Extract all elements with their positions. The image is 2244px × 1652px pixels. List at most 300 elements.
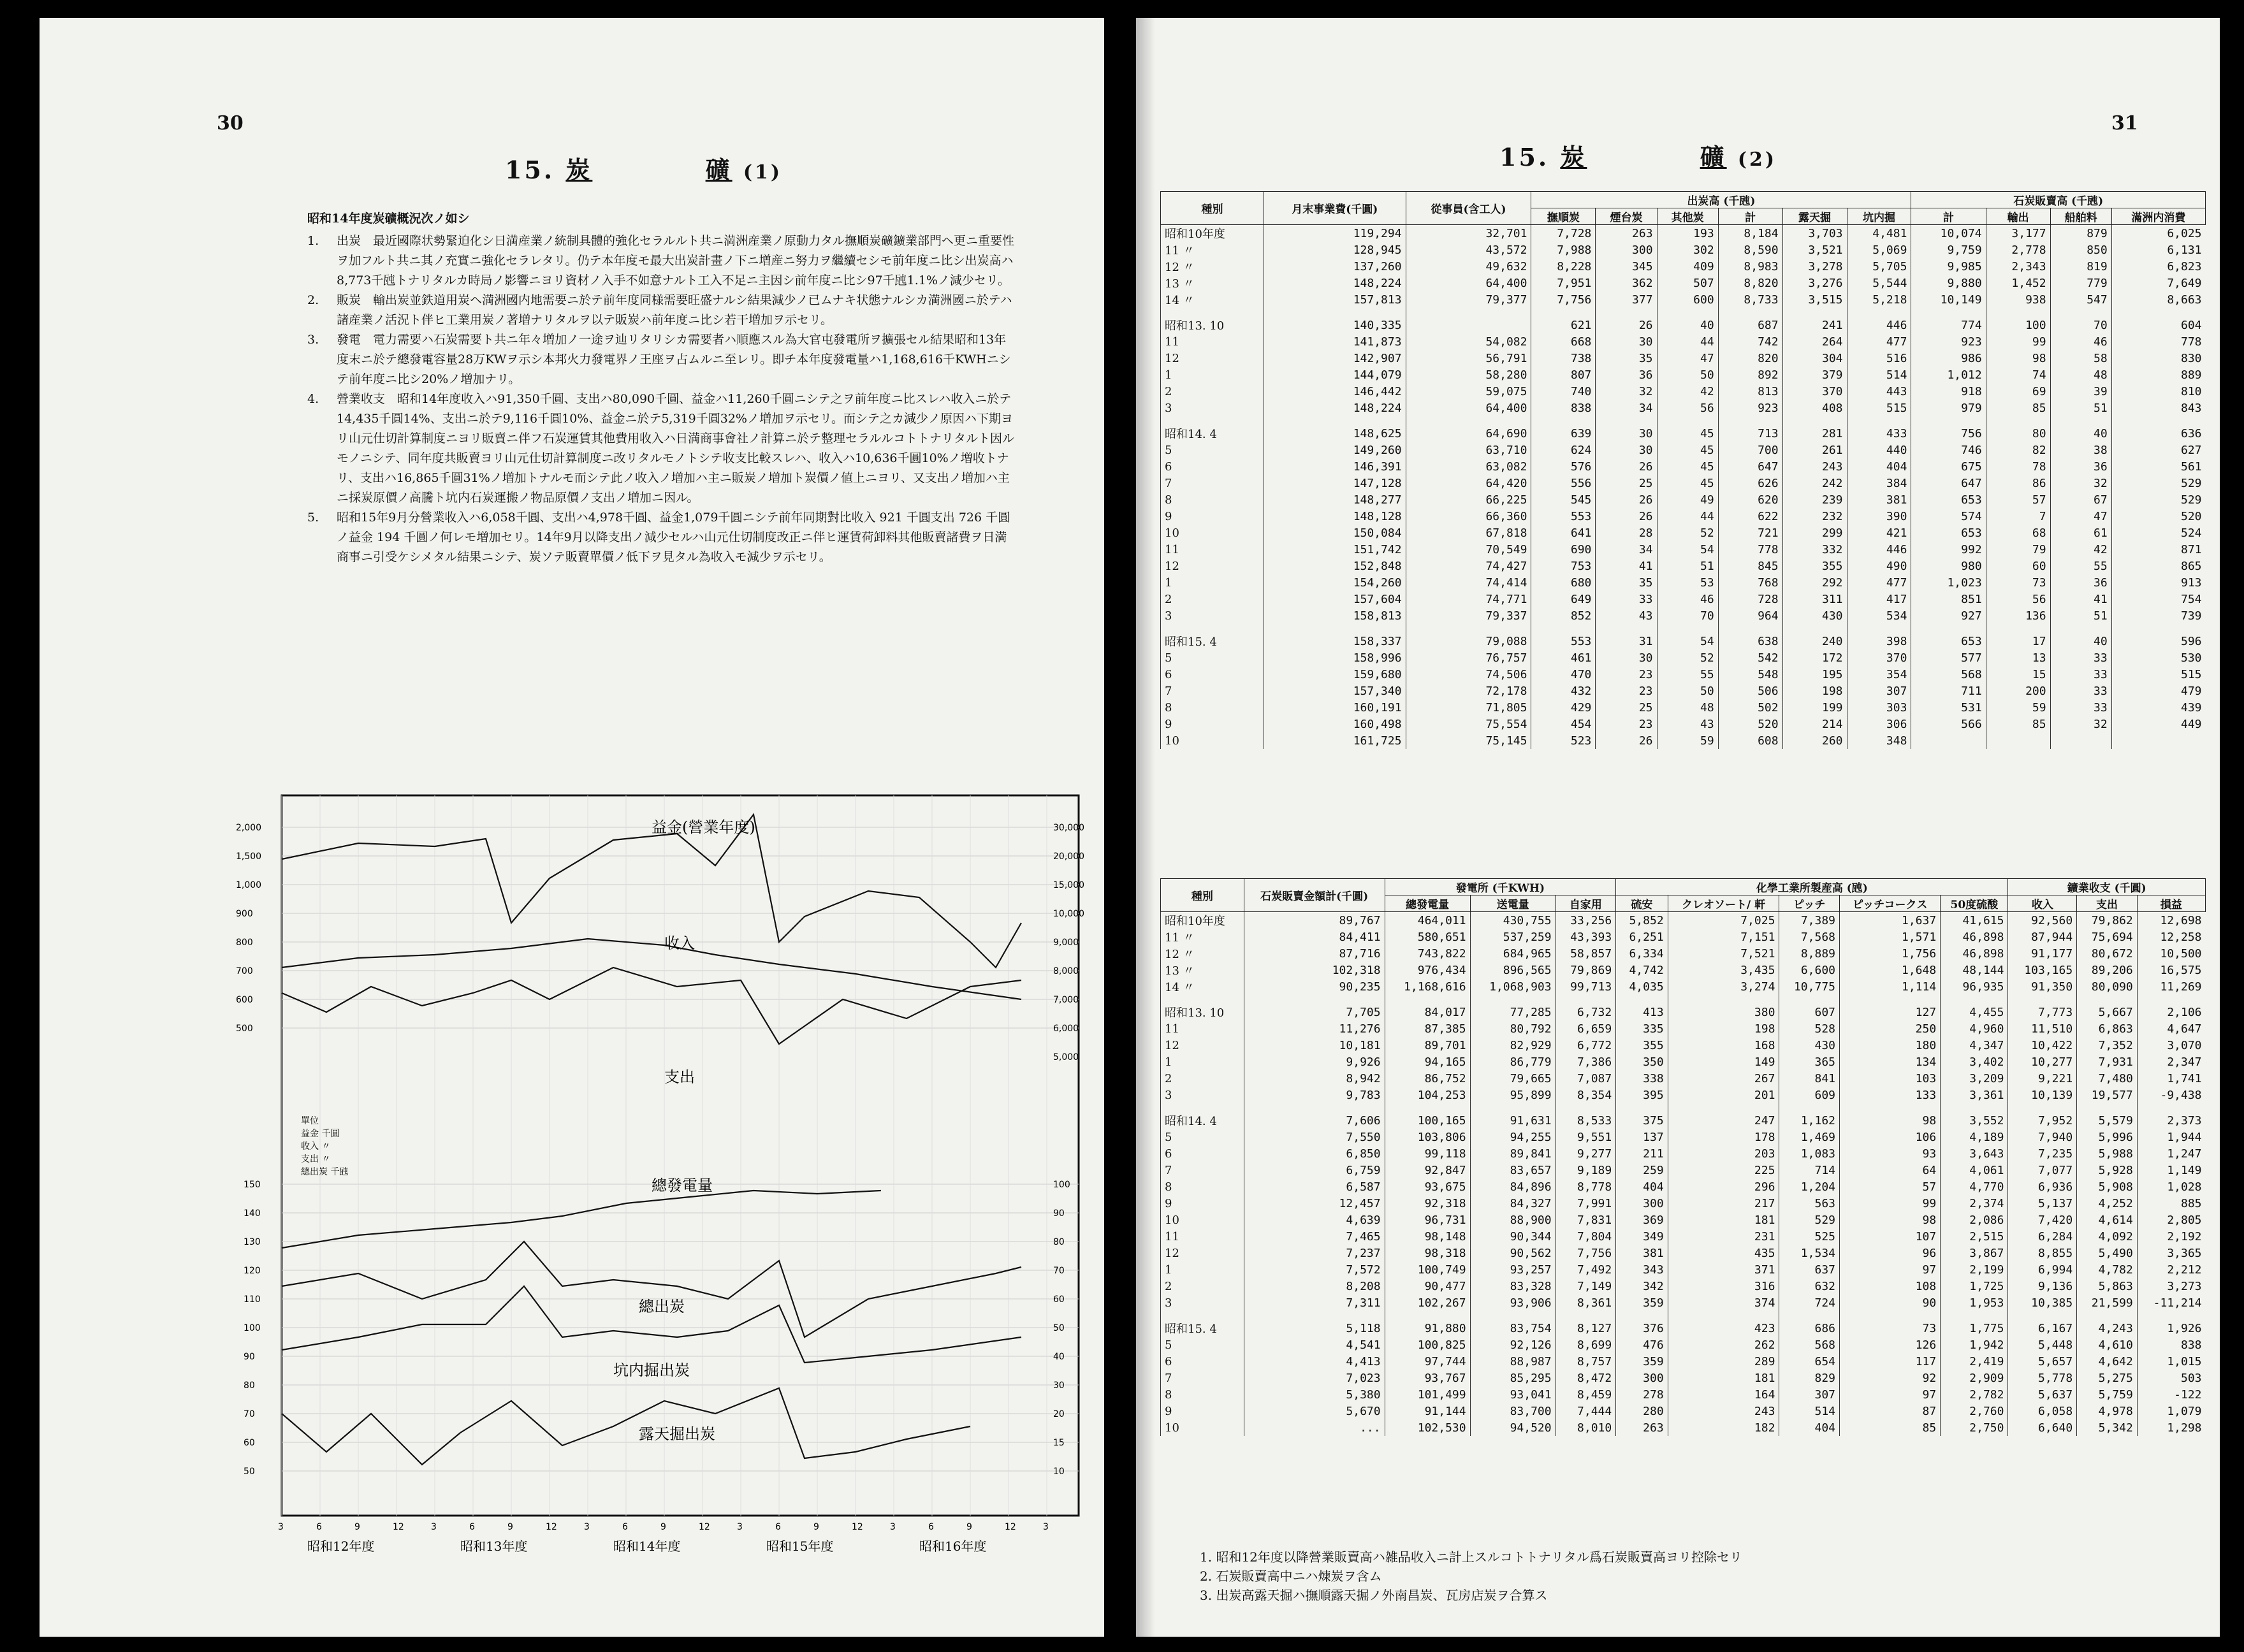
title-char-a: 炭 (1560, 143, 1587, 171)
table-row (1161, 945, 2206, 962)
table-cell: 432 (1531, 683, 1596, 699)
paragraph-number: 4. (307, 392, 319, 406)
table-cell: 39 (2050, 383, 2111, 400)
col-shares: 月末事業費(千圓) (1264, 192, 1406, 225)
table-cell: 8,699 (1556, 1337, 1616, 1353)
table-cell: 568 (1911, 666, 1986, 683)
table-cell: 5,657 (2008, 1353, 2077, 1370)
x-tick-label: 9 (966, 1522, 972, 1532)
table-cell: 90 (1840, 1294, 1941, 1311)
table-cell: 299 (1782, 525, 1847, 541)
table-cell: 70 (2050, 308, 2111, 333)
table-cell: 4,614 (2077, 1212, 2138, 1228)
table-cell: 779 (2050, 275, 2111, 291)
income-line (282, 939, 1021, 999)
table-cell: 231 (1668, 1228, 1779, 1245)
table-cell: 1,571 (1840, 929, 1941, 945)
table-cell: 148,224 (1264, 275, 1406, 291)
table-cell: 885 (2137, 1195, 2205, 1212)
table-cell: 5,544 (1847, 275, 1911, 291)
table-cell: ... (1244, 1419, 1385, 1436)
row-label: 7 (1161, 1162, 1244, 1178)
row-label: 2 (1161, 383, 1264, 400)
table-cell: 7,550 (1244, 1129, 1385, 1145)
row-label: 8 (1161, 491, 1264, 508)
table-cell: 46,898 (1941, 929, 2008, 945)
table-cell: 3,402 (1941, 1054, 2008, 1070)
series-label-expense: 支出 (664, 1068, 695, 1086)
table-row (1161, 1228, 2206, 1245)
table-cell: 332 (1782, 541, 1847, 558)
table-cell: 6,587 (1244, 1178, 1385, 1195)
table-cell: 93,906 (1470, 1294, 1556, 1311)
table-cell: 746 (1911, 442, 1986, 458)
table-cell: 99,713 (1556, 978, 1616, 995)
table-cell: 147,128 (1264, 475, 1406, 491)
table-cell: 638 (1718, 624, 1782, 649)
table-cell: 133 (1840, 1087, 1941, 1103)
table-cell: 17 (1986, 624, 2050, 649)
table-cell: 13 (1986, 649, 2050, 666)
table-cell: 26 (1596, 732, 1657, 749)
table-cell: 1,953 (1941, 1294, 2008, 1311)
table-cell: 73 (1840, 1311, 1941, 1337)
table-cell: 374 (1668, 1294, 1779, 1311)
table-row (1161, 1103, 2206, 1129)
table-row (1161, 1054, 2206, 1070)
table-cell: 5,069 (1847, 242, 1911, 258)
table-cell: 96,935 (1941, 978, 2008, 995)
y-tick-label: 700 (236, 966, 253, 976)
table-cell: 1,083 (1779, 1145, 1840, 1162)
row-label: 9 (1161, 716, 1264, 732)
table-cell: 4,960 (1941, 1020, 2008, 1037)
series-label-underground: 坑内掘出炭 (613, 1361, 690, 1379)
table-cell: 86,779 (1470, 1054, 1556, 1070)
table-cell: 58 (2050, 350, 2111, 366)
table-cell: 561 (2111, 458, 2205, 475)
table-row (1161, 291, 2206, 308)
y-tick-label-right: 70 (1053, 1266, 1065, 1276)
table-cell: 90,235 (1244, 978, 1385, 995)
table-cell: 429 (1531, 699, 1596, 716)
table-cell: 89,841 (1470, 1145, 1556, 1162)
table-cell: 7 (1986, 508, 2050, 525)
col-sub: クレオソート/ 軒 (1668, 895, 1779, 912)
row-label: 11 (1161, 333, 1264, 350)
row-label: 9 (1161, 1195, 1244, 1212)
table-cell: 417 (1847, 591, 1911, 607)
table-cell: 87,385 (1385, 1020, 1470, 1037)
table-cell: 38 (2050, 442, 2111, 458)
table-row (1161, 624, 2206, 649)
table-cell: 7,756 (1556, 1245, 1616, 1261)
table-cell: 9,136 (2008, 1278, 2077, 1294)
row-label: 12 〃 (1161, 945, 1244, 962)
table-cell: 43 (1657, 716, 1718, 732)
table-cell: 69 (1986, 383, 2050, 400)
table-cell: 83,657 (1470, 1162, 1556, 1178)
table-cell: 7,940 (2008, 1129, 2077, 1145)
y-tick-label-right: 5,000 (1053, 1052, 1079, 1062)
table-cell: 9,783 (1244, 1087, 1385, 1103)
row-label: 7 (1161, 475, 1264, 491)
table-cell: 243 (1782, 458, 1847, 475)
table-cell: 604 (2111, 308, 2205, 333)
table-cell: 819 (2050, 258, 2111, 275)
table-cell: 32 (2050, 475, 2111, 491)
table-cell: 193 (1657, 225, 1718, 242)
table-cell: 107 (1840, 1228, 1941, 1245)
table-cell: 92,847 (1385, 1162, 1470, 1178)
row-label: 13 〃 (1161, 962, 1244, 978)
table-cell: 85 (1986, 400, 2050, 416)
table-cell: 7,235 (2008, 1145, 2077, 1162)
x-tick-label: 3 (278, 1522, 284, 1532)
trend-chart (231, 776, 1098, 1611)
table-cell: 150,084 (1264, 525, 1406, 541)
table-cell: 523 (1531, 732, 1596, 749)
y-tick-label: 50 (244, 1467, 255, 1477)
table-cell: 5,852 (1616, 912, 1668, 929)
table-cell: 98 (1840, 1212, 1941, 1228)
table-row (1161, 1294, 2206, 1311)
table-cell: 102,267 (1385, 1294, 1470, 1311)
table-cell: 2,374 (1941, 1195, 2008, 1212)
table-cell: 57 (1840, 1178, 1941, 1195)
table-cell: 577 (1911, 649, 1986, 666)
table-cell: 76,757 (1406, 649, 1531, 666)
legend-line: 支出 〃 (301, 1154, 331, 1164)
table-cell: 32 (1596, 383, 1657, 400)
row-label: 昭和13. 10 (1161, 308, 1264, 333)
table-cell: 684,965 (1470, 945, 1556, 962)
table-cell: 6,823 (2111, 258, 2205, 275)
col-sub: 計 (1718, 208, 1782, 225)
table-cell: 96 (1840, 1245, 1941, 1261)
table-row (1161, 1261, 2206, 1278)
table-cell (1406, 308, 1531, 333)
table-cell: 553 (1531, 624, 1596, 649)
table-cell: 446 (1847, 308, 1911, 333)
table-cell: 566 (1911, 716, 1986, 732)
table-cell: 525 (1779, 1228, 1840, 1245)
table-cell: 49,632 (1406, 258, 1531, 275)
table-cell (2050, 732, 2111, 749)
table-cell: 148,128 (1264, 508, 1406, 525)
table-cell: 148,625 (1264, 416, 1406, 442)
table-cell: 4,092 (2077, 1228, 2138, 1245)
x-tick-label: 3 (584, 1522, 590, 1532)
row-label: 10 (1161, 1212, 1244, 1228)
table-cell: -9,438 (2137, 1087, 2205, 1103)
table-cell: 743,822 (1385, 945, 1470, 962)
col-sub: 船舶料 (2050, 208, 2111, 225)
table-cell: 178 (1668, 1129, 1779, 1145)
table-row (1161, 508, 2206, 525)
table-cell: 1,944 (2137, 1129, 2205, 1145)
table-cell: 64 (1840, 1162, 1941, 1178)
table-cell: 119,294 (1264, 225, 1406, 242)
table-cell: 1,028 (2137, 1178, 2205, 1195)
table-cell: 3,278 (1782, 258, 1847, 275)
table-cell: 1,012 (1911, 366, 1986, 383)
table-cell: 93 (1840, 1145, 1941, 1162)
table-cell: 7,077 (2008, 1162, 2077, 1178)
table-cell: 852 (1531, 607, 1596, 624)
y-tick-label: 80 (244, 1380, 255, 1391)
table-cell: 7,087 (1556, 1070, 1616, 1087)
row-label: 14 〃 (1161, 291, 1264, 308)
table-cell: 622 (1718, 508, 1782, 525)
series-label-open-pit: 露天掘出炭 (639, 1425, 715, 1443)
table-cell: 48 (2050, 366, 2111, 383)
table-row (1161, 1403, 2206, 1419)
table-cell: 94,520 (1470, 1419, 1556, 1436)
paragraph-number: 2. (307, 293, 319, 307)
table-cell: 721 (1718, 525, 1782, 541)
table-cell: 516 (1847, 350, 1911, 366)
table-cell: 3,177 (1986, 225, 2050, 242)
table-row (1161, 1037, 2206, 1054)
table-cell: 79,665 (1470, 1070, 1556, 1087)
table-cell: 5,275 (2077, 1370, 2138, 1386)
y-tick-label-right: 10,000 (1053, 909, 1084, 919)
table-row (1161, 258, 2206, 275)
paragraph (307, 389, 1015, 508)
table-cell: 74,427 (1406, 558, 1531, 574)
table-cell: 913 (2111, 574, 2205, 591)
table-cell: 263 (1616, 1419, 1668, 1436)
table-cell: 687 (1718, 308, 1782, 333)
table-cell: 46 (2050, 333, 2111, 350)
table-cell: 267 (1668, 1070, 1779, 1087)
table-cell: 48 (1657, 699, 1718, 716)
table-cell: 3,276 (1782, 275, 1847, 291)
table-cell: 384 (1847, 475, 1911, 491)
table-cell: 2,778 (1986, 242, 2050, 258)
table-cell: 84,327 (1470, 1195, 1556, 1212)
y-tick-label: 100 (244, 1323, 261, 1333)
table-cell: 157,813 (1264, 291, 1406, 308)
row-label: 2 (1161, 1278, 1244, 1294)
table-cell: 102,530 (1385, 1419, 1470, 1436)
row-label: 14 〃 (1161, 978, 1244, 995)
legend-line: 益金 千圓 (301, 1129, 340, 1139)
table-cell: 547 (2050, 291, 2111, 308)
table-cell: 3,643 (1941, 1145, 2008, 1162)
paragraph (307, 291, 1015, 330)
table-cell: 923 (1718, 400, 1782, 416)
series-label-power: 總發電量 (652, 1177, 713, 1194)
table-cell: 2,805 (2137, 1212, 2205, 1228)
table-cell: 6,863 (2077, 1020, 2138, 1037)
table-cell: 242 (1782, 475, 1847, 491)
table-cell: 6,850 (1244, 1145, 1385, 1162)
table-cell: 433 (1847, 416, 1911, 442)
table-cell: 8,127 (1556, 1311, 1616, 1337)
table-cell: 53 (1657, 574, 1718, 591)
table-cell: 3,361 (1941, 1087, 2008, 1103)
table-cell: 95,899 (1470, 1087, 1556, 1103)
table-cell: 449 (2111, 716, 2205, 732)
table-cell: 2,750 (1941, 1419, 2008, 1436)
table-row (1161, 1311, 2206, 1337)
table-cell: 127 (1840, 995, 1941, 1020)
table-cell: 1,079 (2137, 1403, 2205, 1419)
table-cell: 3,070 (2137, 1037, 2205, 1054)
table-row (1161, 242, 2206, 258)
table-cell: 137,260 (1264, 258, 1406, 275)
table-cell: 379 (1782, 366, 1847, 383)
table-cell: 349 (1616, 1228, 1668, 1245)
table-cell: 8,820 (1718, 275, 1782, 291)
table-cell: 1,648 (1840, 962, 1941, 978)
table-cell: 359 (1616, 1353, 1668, 1370)
table-cell: 7,521 (1668, 945, 1779, 962)
table-cell: 753 (1531, 558, 1596, 574)
table-cell: 896,565 (1470, 962, 1556, 978)
table-cell: 9,221 (2008, 1070, 2077, 1087)
table-cell: 316 (1668, 1278, 1779, 1294)
table-cell (1911, 732, 1986, 749)
table-cell: 938 (1986, 291, 2050, 308)
table-cell: -11,214 (2137, 1294, 2205, 1311)
table-cell: 531 (1911, 699, 1986, 716)
table-cell: 2,373 (2137, 1103, 2205, 1129)
table-cell: 4,347 (1941, 1037, 2008, 1054)
col-power-group: 發電所 (千KWH) (1385, 879, 1616, 895)
table-cell: 668 (1531, 333, 1596, 350)
table-cell: 713 (1718, 416, 1782, 442)
table-cell: 879 (2050, 225, 2111, 242)
table-cell: 4,455 (1941, 995, 2008, 1020)
paragraph-text: 發電 電力需要ハ石炭需要ト共ニ年々増加ノ一途ヲ辿リタリシカ需要者ハ順應スル為大官屯發電所ヲ擴張セル結果昭和13年度末ニ於テ總發電容量28万KWヲ示シ本邦火力發電界ノ王座ヲ占ムルニ至レリ。即チ本年度發電量ハ1,168,616千KWHニシテ前年度ニ比シ20%ノ増加ナリ。 (337, 333, 1011, 386)
table-cell: 343 (1616, 1261, 1668, 1278)
table-cell: 395 (1616, 1087, 1668, 1103)
row-label: 9 (1161, 1403, 1244, 1419)
table-cell: 838 (1531, 400, 1596, 416)
x-tick-label: 12 (699, 1522, 710, 1532)
table-cell: 871 (2111, 541, 2205, 558)
table-cell: 548 (1718, 666, 1782, 683)
table-cell: 7,492 (1556, 1261, 1616, 1278)
table-cell: 214 (1782, 716, 1847, 732)
table-cell: 1,926 (2137, 1311, 2205, 1337)
row-label: 11 (1161, 541, 1264, 558)
table-cell: 3,521 (1782, 242, 1847, 258)
table-cell: 46 (1657, 591, 1718, 607)
table-cell: 64,420 (1406, 475, 1531, 491)
table-cell: 54 (1657, 624, 1718, 649)
table-cell: 596 (2111, 624, 2205, 649)
table-cell: 45 (1657, 475, 1718, 491)
table-cell: 8,472 (1556, 1370, 1616, 1386)
table-cell: 675 (1911, 458, 1986, 475)
table-cell: 1,149 (2137, 1162, 2205, 1178)
table-row (1161, 1353, 2206, 1370)
table-cell: 157,340 (1264, 683, 1406, 699)
row-label: 昭和14. 4 (1161, 416, 1264, 442)
table-cell: 32,701 (1406, 225, 1531, 242)
table-cell: 70,549 (1406, 541, 1531, 558)
table-cell: 653 (1911, 525, 1986, 541)
table-cell: 33 (2050, 666, 2111, 683)
table-cell: 756 (1911, 416, 1986, 442)
table-cell: 6,167 (2008, 1311, 2077, 1337)
table-cell: 820 (1718, 350, 1782, 366)
table-row (1161, 366, 2206, 383)
col-sub: 50度硫酸 (1941, 895, 2008, 912)
table-cell: 41,615 (1941, 912, 2008, 929)
table-cell: 477 (1847, 333, 1911, 350)
note: 1. 昭和12年度以降營業販賣高ハ雑品收入ニ計上スルコトトナリタル爲石炭販賣高ヨリ控除セリ (1200, 1549, 1742, 1565)
y-tick-label: 600 (236, 995, 253, 1005)
table-cell: 10,074 (1911, 225, 1986, 242)
table-cell: 350 (1616, 1054, 1668, 1070)
table-cell: 568 (1779, 1337, 1840, 1353)
table-row (1161, 1419, 2206, 1436)
table-row (1161, 649, 2206, 666)
y-tick-label: 70 (244, 1409, 255, 1419)
col-sub: 送電量 (1470, 895, 1556, 912)
table-cell: 181 (1668, 1370, 1779, 1386)
table-cell: 986 (1911, 350, 1986, 366)
table-cell: 232 (1782, 508, 1847, 525)
table-cell: 7,237 (1244, 1245, 1385, 1261)
y-tick-label-right: 20 (1053, 1409, 1065, 1419)
table-cell: 8,459 (1556, 1386, 1616, 1403)
col-workers: 從事員(含工人) (1406, 192, 1531, 225)
x-tick-label: 6 (928, 1522, 934, 1532)
table-row (1161, 525, 2206, 541)
table-cell: 83,754 (1470, 1311, 1556, 1337)
table-cell: 7,386 (1556, 1054, 1616, 1070)
table-cell: 430 (1779, 1037, 1840, 1054)
table-cell: 647 (1718, 458, 1782, 475)
year-label: 昭和13年度 (460, 1539, 528, 1554)
table-cell: 21,599 (2077, 1294, 2138, 1311)
legend-line: 總出炭 千瓲 (301, 1167, 349, 1177)
table-cell: 1,637 (1840, 912, 1941, 929)
table-cell: 830 (2111, 350, 2205, 366)
chart-frame (282, 795, 1079, 1516)
table-cell: 35 (1596, 350, 1657, 366)
table-row (1161, 333, 2206, 350)
table-cell: 106 (1840, 1129, 1941, 1145)
table-cell: 33,256 (1556, 912, 1616, 929)
table-cell: 12,258 (2137, 929, 2205, 945)
table-cell: 263 (1596, 225, 1657, 242)
table-cell: 7,311 (1244, 1294, 1385, 1311)
table-cell: 181 (1668, 1212, 1779, 1228)
table-cell: 514 (1779, 1403, 1840, 1419)
table-cell: 16,575 (2137, 962, 2205, 978)
table-cell: 8,228 (1531, 258, 1596, 275)
table-cell: 31 (1596, 624, 1657, 649)
table-cell: 5,667 (2077, 995, 2138, 1020)
row-label: 昭和15. 4 (1161, 1311, 1244, 1337)
table-cell: 5,637 (2008, 1386, 2077, 1403)
col-sub: 露天掘 (1782, 208, 1847, 225)
col-sub: 煙台炭 (1596, 208, 1657, 225)
table-cell: 99 (1840, 1195, 1941, 1212)
table-cell: 41 (1596, 558, 1657, 574)
table-cell: 89,206 (2077, 962, 2138, 978)
table-cell: 7,991 (1556, 1195, 1616, 1212)
table-cell: 47 (2050, 508, 2111, 525)
table-cell: 78 (1986, 458, 2050, 475)
